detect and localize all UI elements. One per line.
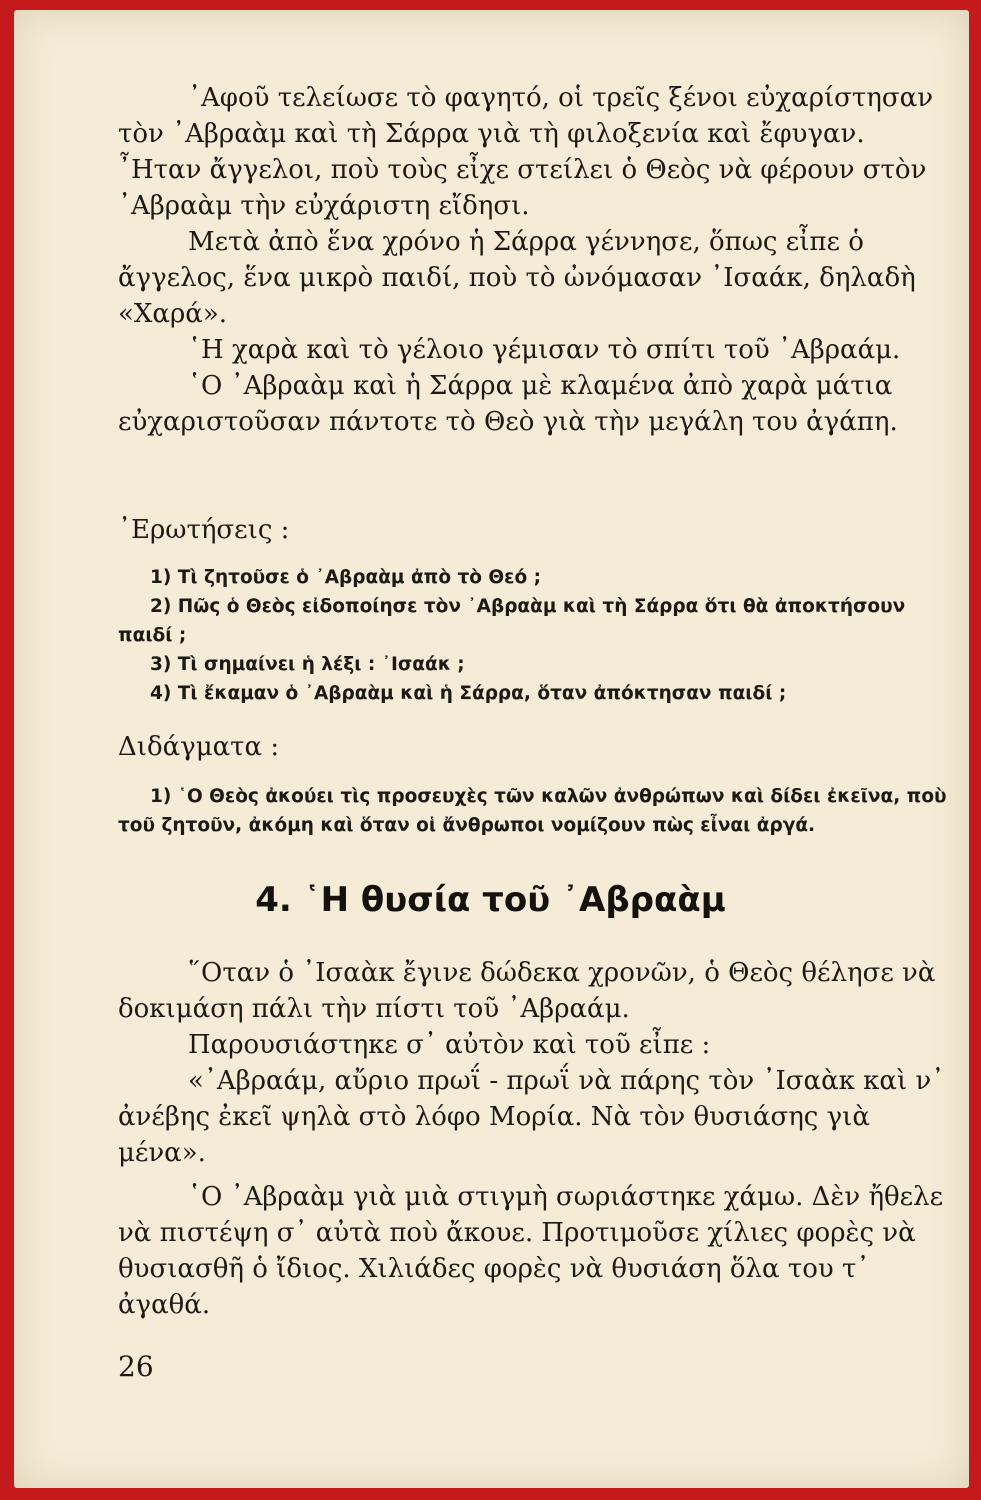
question-item: 3) Τὶ σημαίνει ἡ λέξι : ᾿Ισαάκ ; [150, 654, 465, 675]
questions-block [118, 515, 948, 708]
question-item: 1) Τὶ ζητοῦσε ὁ ᾿Αβραὰμ ἀπὸ τὸ Θεό ; [150, 567, 541, 588]
paragraph: ῾Ο ᾿Αβραὰμ γιὰ μιὰ στιγμὴ σωριάστηκε χάμω. Δὲν ἤθελε νὰ πιστέψη σ᾿ αὐτὰ ποὺ ἄκουε. Προτιμοῦσε χίλιες φορὲς νὰ θυσιασθῆ ὁ ἴδιος. Χιλιάδες φορὲς νὰ θυσιάση ὅλα του τ᾿ ἀγαθά. [118, 1182, 944, 1320]
section2-text [118, 955, 948, 1323]
paragraph: Μετὰ ἀπὸ ἕνα χρόνο ἡ Σάρρα γέννησε, ὅπως εἶπε ὁ ἄγγελος, ἕνα μικρὸ παιδί, ποὺ τὸ ὠνόμασαν ᾿Ισαάκ, δηλαδὴ «Χαρά». [118, 227, 916, 329]
lesson-item: 1) ῾Ο Θεὸς ἀκούει τὶς προσευχὲς τῶν καλῶν ἀνθρώπων καὶ δίδει ἐκεῖνα, ποὺ τοῦ ζητοῦν, ἀκόμη καὶ ὅταν οἱ ἄνθρωποι νομίζουν πὼς εἶναι ἀργά. [118, 786, 947, 836]
question-item: 2) Πῶς ὁ Θεὸς εἰδοποίησε τὸν ᾿Αβραὰμ καὶ τὴ Σάρρα ὅτι θὰ ἀποκτήσουν παιδί ; [118, 596, 906, 646]
questions-heading: ᾿Ερωτήσεις : [118, 515, 290, 545]
paragraph: ᾿Αφοῦ τελείωσε τὸ φαγητό, οἱ τρεῖς ξένοι εὐχαρίστησαν τὸν ᾿Αβραὰμ καὶ τὴ Σάρρα γιὰ τὴ φιλοξενία καὶ ἔφυγαν. ῏Ηταν ἄγγελοι, ποὺ τοὺς εἶχε στείλει ὁ Θεὸς νὰ φέρουν στὸν ᾿Αβραὰμ τὴν εὐχάριστη εἴδησι. [118, 83, 933, 221]
lessons-heading: Διδάγματα : [118, 732, 280, 762]
paragraph: Παρουσιάστηκε σ᾿ αὐτὸν καὶ τοῦ εἶπε : [188, 1030, 711, 1060]
paragraph: ῾Ο ᾿Αβραὰμ καὶ ἡ Σάρρα μὲ κλαμένα ἀπὸ χαρὰ μάτια εὐχαριστοῦσαν πάντοτε τὸ Θεὸ γιὰ τὴν μεγάλη του ἀγάπη. [118, 371, 898, 437]
chapter-title: 4. ῾Η θυσία τοῦ ᾿Αβραὰμ [255, 880, 726, 920]
question-item: 4) Τὶ ἔκαμαν ὁ ᾿Αβραὰμ καὶ ἡ Σάρρα, ὅταν ἀπόκτησαν παιδί ; [150, 683, 787, 704]
paragraph: «᾿Αβραάμ, αὔριο πρωΐ - πρωΐ νὰ πάρης τὸν ᾿Ισαὰκ καὶ ν᾿ ἀνέβης ἐκεῖ ψηλὰ στὸ λόφο Μορία. Νὰ τὸν θυσιάσης γιὰ μένα». [118, 1066, 945, 1168]
page-number: 26 [118, 1350, 154, 1383]
lessons-block [118, 732, 948, 840]
paragraph: ῞Οταν ὁ ᾿Ισαὰκ ἔγινε δώδεκα χρονῶν, ὁ Θεὸς θέλησε νὰ δοκιμάση πάλι τὴν πίστι τοῦ ᾿Αβραάμ. [118, 958, 936, 1024]
paragraph: ῾Η χαρὰ καὶ τὸ γέλοιο γέμισαν τὸ σπίτι τοῦ ᾿Αβραάμ. [188, 335, 901, 365]
section1-text [118, 80, 948, 440]
